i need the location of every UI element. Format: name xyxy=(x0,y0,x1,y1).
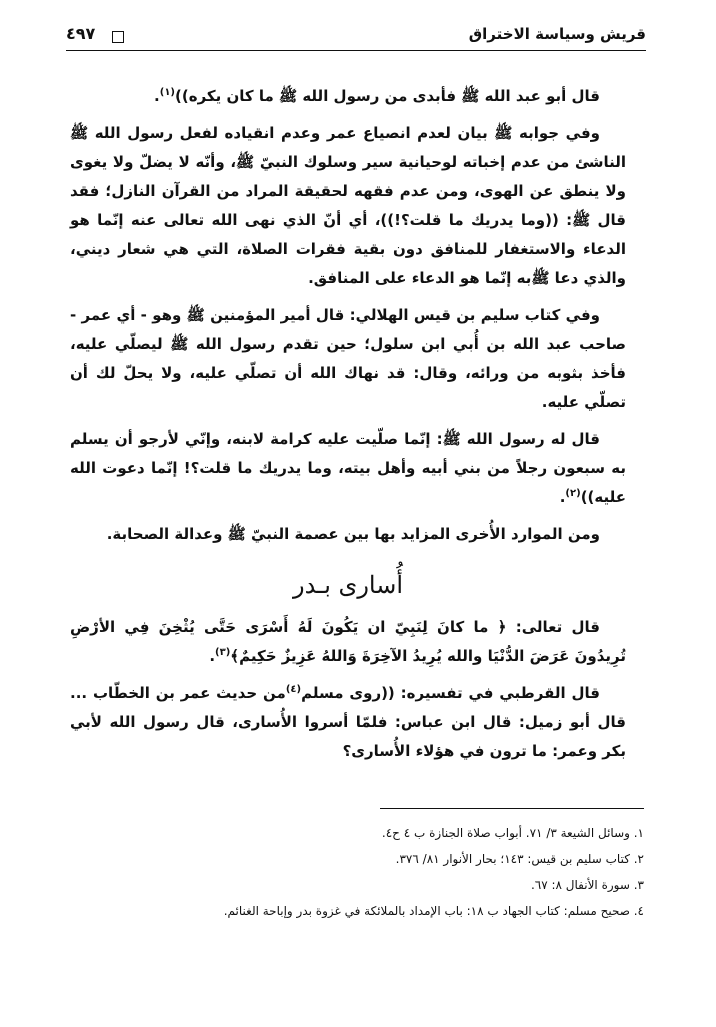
paragraph-3: وفي كتاب سليم بن قيس الهلالي: قال أمير المؤمنين ﷺ وهو - أي عمر - صاحب عبد الله بن أُبي ابن سلول؛ حين تقدم رسول الله ﷺ ليصلّي عليه، فأخذ بثوبه من ورائه، وقال: قد نهاك الله أن تصلّي عليه، ولا يحلّ لك أن تصلّي عليه. xyxy=(70,306,626,411)
footnote-ref-3[interactable]: (٣) xyxy=(215,647,231,658)
paragraph-qurtubi: قال القرطبي في تفسيره: ((روى مسلم$^{(٤)}$من حديث عمر بن الخطّاب ... قال أبو زميل: قال ابن عباس: فلمّا أسروا الأُسارى، قال رسول الله لأبي بكر وعمر: ما ترون في هؤلاء الأُسارى؟ xyxy=(70,684,626,760)
paragraph-5: ومن الموارد الأُخرى المزايد بها بين عصمة النبيّ ﷺ وعدالة الصحابة. xyxy=(106,525,600,543)
header-square-ornament xyxy=(112,31,124,43)
paragraph-4: قال له رسول الله ﷺ: إنّما صلّيت عليه كرامة لابنه، وإنّي لأرجو أن يسلم به سبعون رجلاً من بني أبيه وأهل بيته، وما يدريك ما قلت؟! إنّما دعوت الله عليه))$^{(٢)}$. xyxy=(70,430,626,506)
footnotes xyxy=(90,820,644,924)
footnote-2: ٢. كتاب سليم بن قيس: ١٤٣؛ بحار الأنوار ٨١/ ٣٧٦. xyxy=(395,852,644,866)
footnote-rule xyxy=(380,808,644,809)
page-number: ٤٩٧ xyxy=(66,24,96,43)
footnote-4: ٤. صحيح مسلم: كتاب الجهاد ب ١٨: باب الإمداد بالملائكة في غزوة بدر وإباحة الغنائم. xyxy=(223,904,644,918)
running-title: قريش وسياسة الاختراق xyxy=(468,25,646,43)
footnote-1: ١. وسائل الشيعة ٣/ ٧١. أبواب صلاة الجنازة ب ٤ ح٤. xyxy=(381,826,644,840)
page-body xyxy=(70,82,626,774)
footnote-ref-1[interactable]: (١) xyxy=(159,87,175,98)
running-header xyxy=(66,22,646,50)
footnote-ref-4[interactable]: (٤) xyxy=(285,684,302,695)
header-rule xyxy=(66,50,646,51)
footnote-ref-2[interactable]: (٢) xyxy=(565,488,581,499)
paragraph-quran-verse: قال تعالى: ﴿ ما كانَ لِنَبِيّ ان يَكُونَ لَهُ أَسْرَى حَتَّى يُثْخِنَ فِي الأرْضِ تُرِيدُونَ عَرَضَ الدُّنْيَا والله يُرِيدُ الآخِرَةَ وَاللهُ عَزِيزٌ حَكِيمٌ﴾$^{(٣)}$. xyxy=(70,618,626,665)
paragraph-2: وفي جوابه ﷺ بيان لعدم انصياع عمر وعدم انقياده لفعل رسول الله ﷺ الناشئ من عدم إخباته لوحيانية سير وسلوك النبيّ ﷺ، وأنّه لا يضلّ ولا يغوى ولا ينطق عن الهوى، ومن عدم فقهه لحقيقة المراد من القرآن النازل؛ فقد قال ﷺ: ((وما يدريك ما قلت؟!))، أي أنّ الذي نهى الله تعالى عنه إنّما هو الدعاء والاستغفار للمنافق دون بقية فقرات الصلاة، التي هي شعار ديني، والذي دعا ﷺبه إنّما هو الدعاء على المنافق. xyxy=(70,124,626,287)
footnote-3: ٣. سورة الأنفال ٨: ٦٧. xyxy=(530,878,644,892)
section-heading: أُسارى بـدر xyxy=(293,571,403,599)
paragraph-1: قال أبو عبد الله ﷺ فأبدى من رسول الله ﷺ ما كان يكره))$^{(١)}$. xyxy=(154,87,600,105)
